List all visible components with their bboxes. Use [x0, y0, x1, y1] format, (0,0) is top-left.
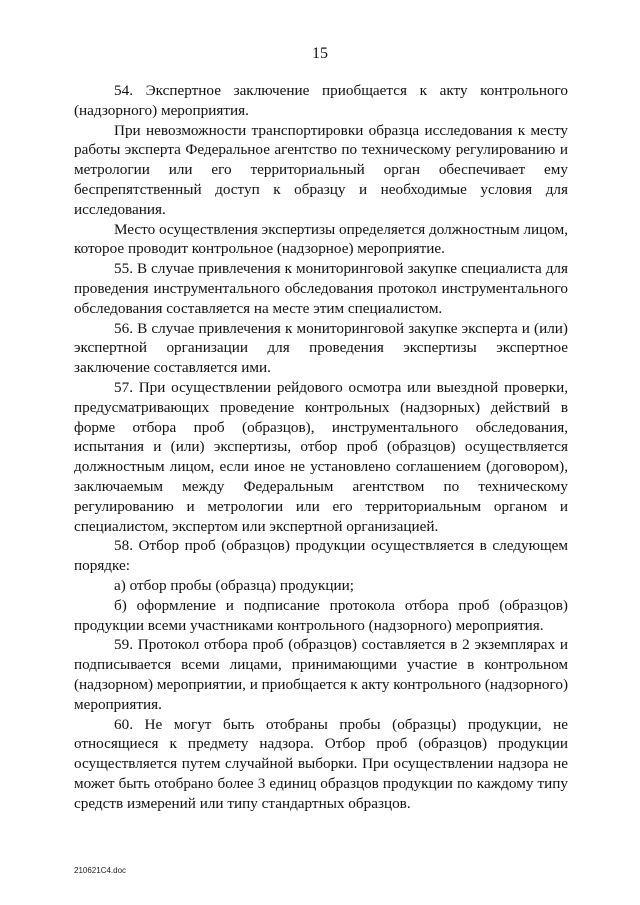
- paragraph-55: 55. В случае привлечения к мониторинговой закупке специалиста для проведения инструментального обследования протокол инструментального обследования составляется на месте этим специалистом.: [74, 260, 568, 317]
- paragraph-58-item-b: б) оформление и подписание протокола отбора проб (образцов) продукции всеми участниками контрольного (надзорного) мероприятия.: [74, 596, 568, 634]
- paragraph-54-place: Место осуществления экспертизы определяется должностным лицом, которое проводит контрольное (надзорное) мероприятие.: [74, 220, 568, 258]
- paragraph-54: 54. Экспертное заключение приобщается к акту контрольного (надзорного) мероприятия.: [74, 82, 568, 119]
- paragraph-54-transport: При невозможности транспортировки образца исследования к месту работы эксперта Федеральное агентство по техническому регулированию и метрологии или его территориальный орган обеспечивает ему беспрепятственный доступ к образцу и необходимые условия для исследования.: [74, 121, 568, 218]
- paragraph-58: 58. Отбор проб (образцов) продукции осуществляется в следующем порядке:: [74, 537, 568, 575]
- page-number: 15: [312, 45, 328, 62]
- document-body: [74, 81, 568, 813]
- paragraph-56: 56. В случае привлечения к мониторинговой закупке эксперта и (или) экспертной организации для проведения экспертизы экспертное заключение составляется ими.: [74, 319, 568, 377]
- paragraph-57: 57. При осуществлении рейдового осмотра или выездной проверки, предусматривающих проведение контрольных (надзорных) действий в форме отбора проб (образцов), инструментального обследования, испытания и (или) экспертизы, отбор проб (образцов) осуществляется должностным лицом, если иное не установлено соглашением (договором), заключаемым между Федеральным агентством по техническому регулированию и метрологии или его территориальным органом и специалистом, экспертом или экспертной организацией.: [74, 378, 568, 535]
- paragraph-58-item-a: а) отбор пробы (образца) продукции;: [114, 576, 354, 594]
- paragraph-60: 60. Не могут быть отобраны пробы (образцы) продукции, не относящиеся к предмету надзора. Отбор проб (образцов) продукции осуществляется путем случайной выборки. При осуществлении надзора не может быть отобрано более 3 единиц образцов продукции по каждому типу средств измерений или типу стандартных образцов.: [74, 715, 568, 812]
- paragraph-59: 59. Протокол отбора проб (образцов) составляется в 2 экземплярах и подписывается всеми лицами, принимающими участие в контрольном (надзорном) мероприятии, и приобщается к акту контрольного (надзорного) мероприятия.: [74, 636, 569, 713]
- file-name-footer: 210621C4.doc: [74, 866, 127, 875]
